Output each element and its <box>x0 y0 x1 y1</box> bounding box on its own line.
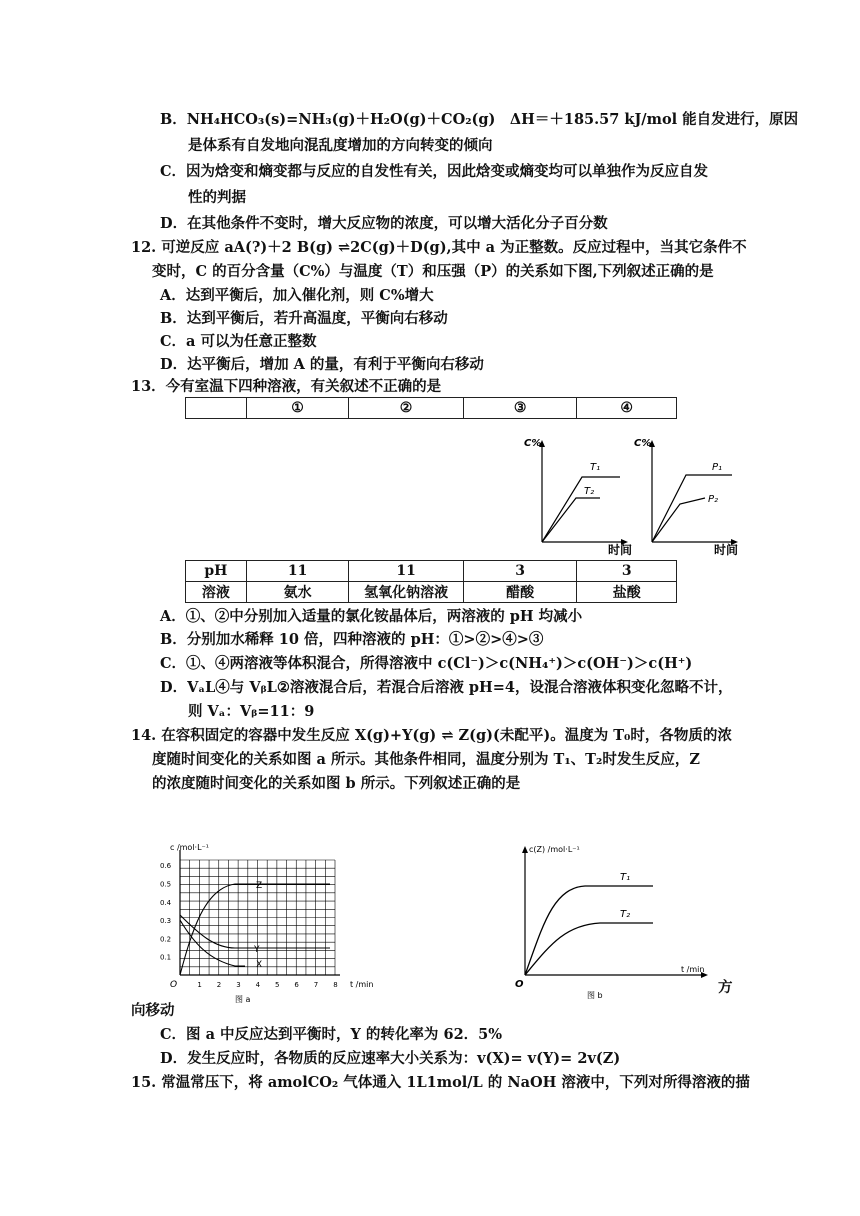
x-label: X <box>256 960 263 970</box>
q13-cell: 3 <box>463 561 577 582</box>
q12-option-a: A．达到平衡后，加入催化剂，则 C%增大 <box>160 287 434 304</box>
q12-stem-line1: 12. 可逆反应 aA(?)＋2 B(g) ⇌2C(g)＋D(g),其中 a 为正整数。反应过程中，当其它条件不 <box>131 239 747 256</box>
q14-option-c: C．图 a 中反应达到平衡时，Y 的转化率为 62．5% <box>160 1026 503 1043</box>
q12-option-d: D．达平衡后，增加 A 的量，有利于平衡向右移动 <box>160 356 484 373</box>
z-label: Z <box>256 881 263 891</box>
q13-header-cell: ③ <box>463 398 577 419</box>
q14-stem-line1: 14. 在容积固定的容器中发生反应 X(g)+Y(g) ⇌ Z(g)(未配平)。温度为 T₀时，各物质的浓 <box>131 727 732 744</box>
q11-option-c-line2: 性的判据 <box>188 189 246 206</box>
q13-cell: 11 <box>246 561 349 582</box>
caption: 图 b <box>587 991 603 1000</box>
q14-fragment-left: 向移动 <box>131 1002 175 1019</box>
q13-header-cell: ① <box>246 398 349 419</box>
t1-label: T₁ <box>590 462 601 473</box>
x-tick-label: 2 <box>216 981 222 989</box>
origin-label: O <box>515 979 524 990</box>
figure-b <box>505 840 710 1005</box>
x-tick-label: 3 <box>236 981 241 989</box>
q13-cell: 醋酸 <box>463 582 577 603</box>
y-tick-labels <box>160 862 172 962</box>
q13-option-b: B．分别加水稀释 10 倍，四种溶液的 pH：①>②>④>③ <box>160 631 544 648</box>
t2-label: T₂ <box>584 486 595 497</box>
grid <box>180 860 335 975</box>
t2-curve <box>525 923 653 975</box>
t1-label: T₁ <box>620 872 631 883</box>
x-axis-label: 时间 <box>714 543 739 557</box>
x-tick-label: 7 <box>313 981 319 989</box>
q11-option-b-line1: B．NH₄HCO₃(s)=NH₃(g)＋H₂O(g)＋CO₂(g) ΔH＝＋185.57 kJ/mol 能自发进行，原因 <box>160 111 799 128</box>
q13-cell: pH <box>186 561 247 582</box>
t1-curve <box>542 477 620 542</box>
t1-curve <box>525 886 653 975</box>
q12-option-b: B．达到平衡后，若升高温度，平衡向右移动 <box>160 310 448 327</box>
y-label: Y <box>254 945 260 955</box>
t2-curve <box>542 498 600 542</box>
x-tick-labels <box>197 981 337 989</box>
q13-table-header <box>185 397 677 419</box>
y-tick-label: 0.3 <box>160 917 172 926</box>
q13-cell: 溶液 <box>186 582 247 603</box>
q13-stem: 13．今有室温下四种溶液，有关叙述不正确的是 <box>131 378 442 395</box>
y-tick-label: 0.6 <box>160 862 172 871</box>
q14-stem-line3: 的浓度随时间变化的关系如图 b 所示。下列叙述正确的是 <box>152 775 521 792</box>
temperature-chart <box>524 438 632 557</box>
x-axis-label: t /min <box>681 965 705 974</box>
p2-label: P₂ <box>708 494 719 505</box>
q13-cell: 盐酸 <box>577 582 677 603</box>
y-axis-label: c(Z) /mol·L⁻¹ <box>529 845 580 854</box>
x-tick-label: 1 <box>197 981 202 989</box>
q13-option-d-line1: D．VₐL④与 VᵦL②溶液混合后，若混合后溶液 pH=4，设混合溶液体积变化忽略不计， <box>160 679 733 696</box>
x-tick-label: 4 <box>255 981 261 989</box>
q13-cell: 氢氧化钠溶液 <box>349 582 464 603</box>
q13-table-body <box>185 560 677 603</box>
x-tick-label: 5 <box>275 981 280 989</box>
p1-label: P₁ <box>712 462 723 473</box>
q14-fragment-right: 方 <box>718 979 733 996</box>
q13-option-a: A．①、②中分别加入适量的氯化铵晶体后，两溶液的 pH 均减小 <box>160 608 583 625</box>
y-tick-label: 0.5 <box>160 880 172 889</box>
q13-cell: 11 <box>349 561 464 582</box>
q11-option-c-line1: C．因为焓变和熵变都与反应的自发性有关，因此焓变或熵变均可以单独作为反应自发 <box>160 163 709 180</box>
q11-option-b-line2: 是体系有自发地向混乱度增加的方向转变的倾向 <box>188 137 493 154</box>
y-axis-label: c /mol·L⁻¹ <box>170 843 209 852</box>
q12-option-c: C．a 可以为任意正整数 <box>160 333 317 350</box>
origin-label: O <box>170 980 178 990</box>
pressure-chart <box>634 438 738 557</box>
t2-label: T₂ <box>620 909 631 920</box>
q11-option-d: D．在其他条件不变时，增大反应物的浓度，可以增大活化分子百分数 <box>160 215 608 232</box>
q13-option-c: C．①、④两溶液等体积混合，所得溶液中 c(Cl⁻)＞c(NH₄⁺)＞c(OH⁻)＞c(H⁺) <box>160 655 693 672</box>
q13-cell: 氨水 <box>246 582 349 603</box>
y-tick-label: 0.1 <box>160 953 172 962</box>
q13-option-d-line2: 则 Vₐ：Vᵦ=11：9 <box>188 703 315 720</box>
q14-stem-line2: 度随时间变化的关系如图 a 所示。其他条件相同，温度分别为 T₁、T₂时发生反应，Z <box>152 751 700 768</box>
q13-header-cell: ② <box>349 398 464 419</box>
q13-cell: 3 <box>577 561 677 582</box>
x-tick-label: 6 <box>294 981 299 989</box>
x-tick-label: 8 <box>333 981 338 989</box>
x-axis-label: t /min <box>350 980 374 989</box>
q13-header-cell <box>186 398 247 419</box>
q12-stem-line2: 变时，C 的百分含量（C%）与温度（T）和压强（P）的关系如下图,下列叙述正确的是 <box>152 263 714 280</box>
q15-stem: 15. 常温常压下，将 amolCO₂ 气体通入 1L1mol/L 的 NaOH 溶液中，下列对所得溶液的描 <box>131 1074 750 1091</box>
figure-a <box>130 830 380 1010</box>
x-axis-label: 时间 <box>608 543 633 557</box>
p2-curve <box>652 498 705 542</box>
y-curve <box>180 915 330 948</box>
q13-header-cell: ④ <box>577 398 677 419</box>
z-curve <box>180 884 330 975</box>
q12-figure <box>520 432 760 557</box>
y-tick-label: 0.2 <box>160 935 172 944</box>
y-tick-label: 0.4 <box>160 898 172 907</box>
p1-curve <box>652 475 732 542</box>
y-axis-label: C% <box>634 438 652 449</box>
y-axis-label: C% <box>524 438 542 449</box>
q14-option-d: D．发生反应时，各物质的反应速率大小关系为：v(X)= v(Y)= 2v(Z) <box>160 1050 621 1067</box>
caption: 图 a <box>235 995 251 1004</box>
